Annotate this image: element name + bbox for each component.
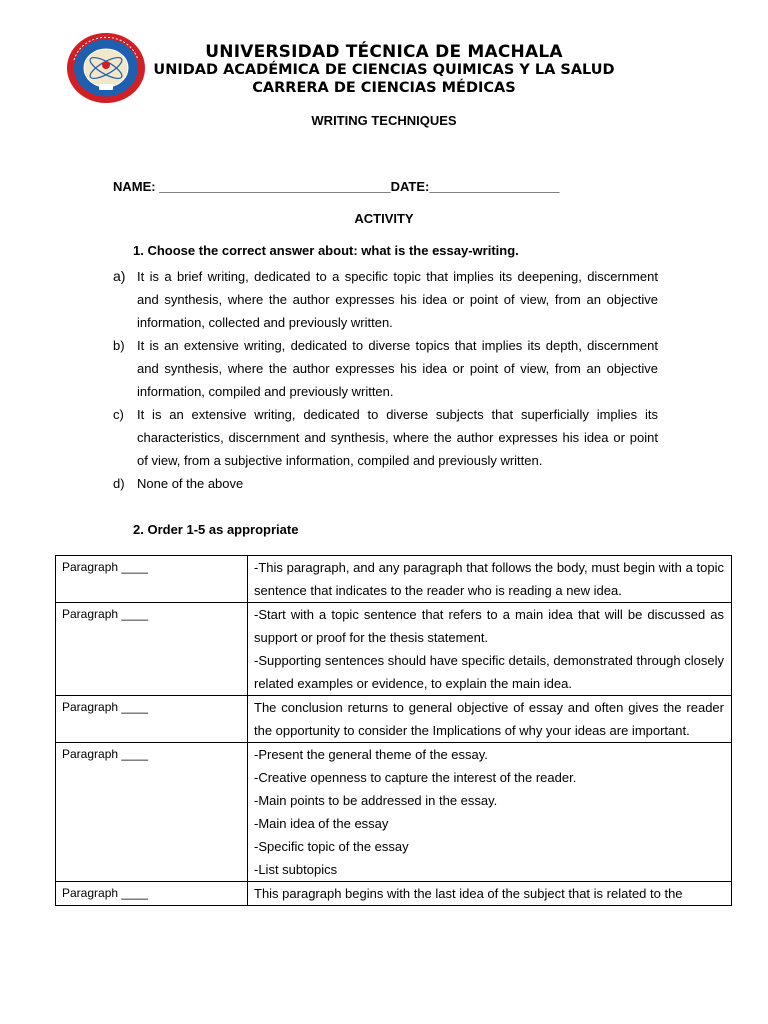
paragraph-description [248, 882, 732, 906]
paragraph-description [248, 556, 732, 603]
question-1: 1. Choose the correct answer about: what is the essay-writing. [133, 243, 519, 258]
description-line: The conclusion returns to general objective of essay and often gives the reader the opportunity to consider the Implications of why your ideas are important. [254, 700, 724, 738]
description-line: -This paragraph, and any paragraph that follows the body, must begin with a topic sentence that indicates to the reader who is reading a new idea. [254, 560, 724, 598]
description-line: -Supporting sentences should have specific details, demonstrated through closely related examples or evidence, to explain the main idea. [254, 653, 724, 691]
description-line: -Start with a topic sentence that refers to a main idea that will be discussed as support or proof for the thesis statement. [254, 607, 724, 645]
ordering-table [55, 555, 732, 906]
paragraph-description [248, 696, 732, 743]
question-2: 2. Order 1-5 as appropriate [133, 522, 299, 537]
option-label: b) [113, 338, 125, 353]
description-line: This paragraph begins with the last idea of the subject that is related to the [254, 886, 683, 901]
option-text: It is an extensive writing, dedicated to diverse subjects that superficially implies its characteristics, discernment and synthesis, where the author expresses his idea or point of view, from a subjective information, compiled and previously written. [137, 407, 658, 468]
table-row [56, 696, 732, 743]
table-row [56, 743, 732, 882]
name-date-field[interactable]: NAME: ________________________________DATE:__________________ [113, 179, 560, 194]
description-line: -Present the general theme of the essay. [254, 747, 488, 762]
paragraph-number-field[interactable]: Paragraph ____ [56, 556, 248, 603]
description-line: -Main points to be addressed in the essay. [254, 793, 498, 808]
option-text: It is a brief writing, dedicated to a specific topic that implies its deepening, discernment and synthesis, where the author expresses his idea or point of view, from an objective information, collected and previously written. [137, 269, 658, 330]
option-label: c) [113, 407, 124, 422]
description-line: -Main idea of the essay [254, 816, 389, 831]
option-c[interactable] [113, 403, 658, 472]
description-line: -Creative openness to capture the interest of the reader. [254, 770, 577, 785]
document-title: WRITING TECHNIQUES [311, 113, 457, 128]
table-row [56, 556, 732, 603]
option-b[interactable] [113, 334, 658, 403]
academic-unit: UNIDAD ACADÉMICA DE CIENCIAS QUIMICAS Y LA SALUD [153, 62, 615, 78]
university-name: UNIVERSIDAD TÉCNICA DE MACHALA [205, 42, 563, 62]
option-label: a) [113, 268, 126, 284]
table-row [56, 603, 732, 696]
table-row [56, 882, 732, 906]
paragraph-description [248, 603, 732, 696]
paragraph-number-field[interactable]: Paragraph ____ [56, 696, 248, 743]
paragraph-number-field[interactable]: Paragraph ____ [56, 743, 248, 882]
career-name: CARRERA DE CIENCIAS MÉDICAS [252, 80, 516, 96]
option-text: It is an extensive writing, dedicated to diverse topics that implies its depth, discernment and synthesis, where the author expresses his idea or point of view, from an objective information, compiled and previously written. [137, 338, 658, 399]
activity-heading: ACTIVITY [354, 211, 414, 226]
option-d[interactable] [113, 472, 658, 495]
option-label: d) [113, 476, 125, 491]
option-a[interactable] [113, 265, 658, 334]
option-text: None of the above [137, 476, 244, 491]
paragraph-number-field[interactable]: Paragraph ____ [56, 603, 248, 696]
paragraph-number-field[interactable]: Paragraph ____ [56, 882, 248, 906]
paragraph-description [248, 743, 732, 882]
description-line: -Specific topic of the essay [254, 839, 409, 854]
description-line: -List subtopics [254, 862, 338, 877]
